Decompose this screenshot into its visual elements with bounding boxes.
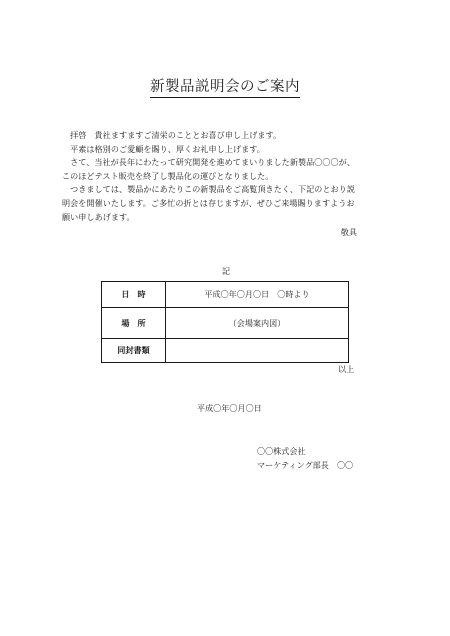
venue-value: （会場案内図） xyxy=(166,308,349,339)
table-row xyxy=(102,339,349,363)
document-title xyxy=(0,79,450,98)
document-title-text: 新製品説明会のご案内 xyxy=(150,79,300,98)
enclosures-value xyxy=(166,339,349,363)
letter-date: 平成〇年〇月〇日 xyxy=(197,403,262,413)
datetime-label: 日 時 xyxy=(102,282,166,308)
sender-name: マーケティング部長 〇〇 xyxy=(257,460,354,470)
ki-heading: 記 xyxy=(222,266,231,276)
closing-salutation: 敬具 xyxy=(340,227,357,237)
event-info-table xyxy=(101,281,349,363)
sender-company: 〇〇株式会社 xyxy=(257,446,306,456)
table-row xyxy=(102,308,349,339)
ijou-end-mark: 以上 xyxy=(338,364,355,374)
table-row xyxy=(102,282,349,308)
paragraph-announcement: さて、当社が長年にわたって研究開発を進めてまいりました新製品〇〇〇が、このほどテスト販売を終了し製品化の運びとなりました。 xyxy=(62,157,355,181)
datetime-value: 平成〇年〇月〇日 〇時より xyxy=(166,282,349,308)
enclosures-label: 同封書類 xyxy=(102,339,166,363)
paragraph-invitation: つきましては、製品かにあたりこの新製品をご高覧頂きたく、下記のとおり説明会を開催いたします。ご多忙の折とは存じますが、ぜひご来場賜りますようお願い申しあげます。 xyxy=(62,184,355,222)
paragraph-thanks: 平素は格別のご愛顧を賜り、厚くお礼申し上げます。 xyxy=(70,143,265,154)
letter-body xyxy=(62,129,362,224)
venue-label: 場 所 xyxy=(102,308,166,339)
paragraph-greeting: 拝啓 貴社ますますご清栄のこととお喜び申し上げます。 xyxy=(70,130,282,140)
